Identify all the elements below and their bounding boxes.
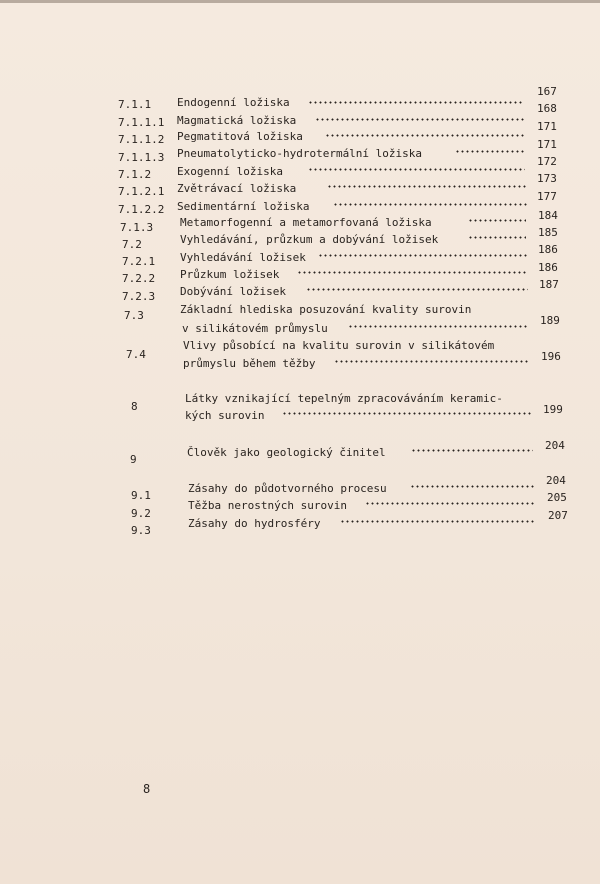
toc-entry-page: 185 xyxy=(538,226,558,239)
toc-entry-title: Vyhledávání, průzkum a dobývání ložisek xyxy=(180,233,439,246)
toc-entry-title: Zvětrávací ložiska xyxy=(177,182,297,195)
toc-entry-number: 7.1.2 xyxy=(118,168,152,181)
toc-entry-title: Magmatická ložiska xyxy=(177,114,297,127)
toc-entry-page: 196 xyxy=(541,350,561,363)
toc-entry-page: 171 xyxy=(537,120,557,133)
toc-entry-page: 199 xyxy=(543,403,563,416)
toc-entry-title-continuation: kých surovin xyxy=(185,409,265,422)
toc-entry-number: 9.2 xyxy=(131,507,151,520)
toc-leader-dots xyxy=(315,118,525,121)
toc-entry-title: Pegmatitová ložiska xyxy=(177,130,303,143)
toc-entry-page: 168 xyxy=(537,102,557,115)
toc-leader-dots xyxy=(325,134,525,137)
toc-entry-title: Endogenní ložiska xyxy=(177,96,290,109)
toc-leader-dots xyxy=(333,203,528,206)
toc-entry-number: 7.1.2.2 xyxy=(118,203,165,216)
toc-entry-number: 7.2.2 xyxy=(122,272,156,285)
toc-leader-dots xyxy=(327,185,527,188)
toc-entry-title-continuation: v silikátovém průmyslu xyxy=(182,322,328,335)
toc-entry-title: Člověk jako geologický činitel xyxy=(187,446,386,459)
toc-entry-title: Sedimentární ložiska xyxy=(177,200,310,213)
toc-entry-number: 7.1.1.2 xyxy=(118,133,165,146)
toc-entry-page: 186 xyxy=(538,261,558,274)
toc-leader-dots xyxy=(348,325,528,328)
toc-entry-page: 167 xyxy=(537,85,557,98)
toc-entry-number: 7.1.2.1 xyxy=(118,185,165,198)
toc-entry-number: 9 xyxy=(130,453,137,466)
toc-entry-title: Exogenní ložiska xyxy=(177,165,283,178)
toc-entry-page: 207 xyxy=(548,509,568,522)
toc-leader-dots xyxy=(340,520,536,523)
toc-entry-number: 9.3 xyxy=(131,524,151,537)
toc-leader-dots xyxy=(410,485,534,488)
toc-entry-title: Látky vznikající tepelným zpracováváním keramic- xyxy=(185,392,503,405)
toc-entry-number: 7.2 xyxy=(122,238,142,251)
toc-entry-page: 172 xyxy=(537,155,557,168)
toc-entry-number: 9.1 xyxy=(131,489,151,502)
toc-leader-dots xyxy=(455,150,525,153)
toc-leader-dots xyxy=(468,219,526,222)
toc-entry-page: 204 xyxy=(545,439,565,452)
toc-entry-number: 7.1.1.3 xyxy=(118,151,165,164)
toc-entry-title: Těžba nerostných surovin xyxy=(188,499,347,512)
toc-entry-title: Zásahy do hydrosféry xyxy=(188,517,321,530)
toc-entry-page: 204 xyxy=(546,474,566,487)
toc-entry-number: 7.2.3 xyxy=(122,290,156,303)
toc-entry-number: 7.3 xyxy=(124,309,144,322)
toc-entry-title: Pneumatolyticko-hydrotermální ložiska xyxy=(177,147,423,160)
toc-entry-title: Zásahy do půdotvorného procesu xyxy=(188,482,387,495)
toc-entry-title: Vyhledávání ložisek xyxy=(180,251,306,264)
toc-entry-title: Průzkum ložisek xyxy=(180,268,280,281)
toc-entry-title: Metamorfogenní a metamorfovaná ložiska xyxy=(180,216,432,229)
page-number: 8 xyxy=(143,782,151,796)
toc-leader-dots xyxy=(282,412,532,415)
toc-entry-page: 187 xyxy=(539,278,559,291)
toc-entry-page: 184 xyxy=(538,209,558,222)
toc-leader-dots xyxy=(318,254,528,257)
toc-leader-dots xyxy=(334,360,530,363)
toc-entry-title-continuation: průmyslu během těžby xyxy=(183,357,316,370)
toc-leader-dots xyxy=(308,168,525,171)
toc-entry-page: 186 xyxy=(538,243,558,256)
toc-entry-page: 189 xyxy=(540,314,560,327)
toc-leader-dots xyxy=(308,101,523,104)
toc-entry-number: 7.2.1 xyxy=(122,255,156,268)
toc-entry-page: 205 xyxy=(547,491,567,504)
toc-leader-dots xyxy=(297,271,527,274)
toc-entry-number: 7.1.1 xyxy=(118,98,152,111)
toc-entry-page: 177 xyxy=(537,190,557,203)
toc-entry-number: 7.1.3 xyxy=(120,221,154,234)
toc-entry-number: 8 xyxy=(131,400,138,413)
toc-entry-number: 7.4 xyxy=(126,348,146,361)
toc-leader-dots xyxy=(365,502,535,505)
toc-entry-page: 173 xyxy=(537,172,557,185)
toc-leader-dots xyxy=(411,449,533,452)
toc-entry-page: 171 xyxy=(537,138,557,151)
toc-entry-title: Dobývání ložisek xyxy=(180,285,286,298)
toc-entry-title: Základní hlediska posuzování kvality surovin xyxy=(180,303,472,316)
toc-entry-number: 7.1.1.1 xyxy=(118,116,165,129)
toc-leader-dots xyxy=(306,288,528,291)
toc-leader-dots xyxy=(468,236,526,239)
toc-entry-title: Vlivy působící na kvalitu surovin v silikátovém xyxy=(183,339,495,352)
